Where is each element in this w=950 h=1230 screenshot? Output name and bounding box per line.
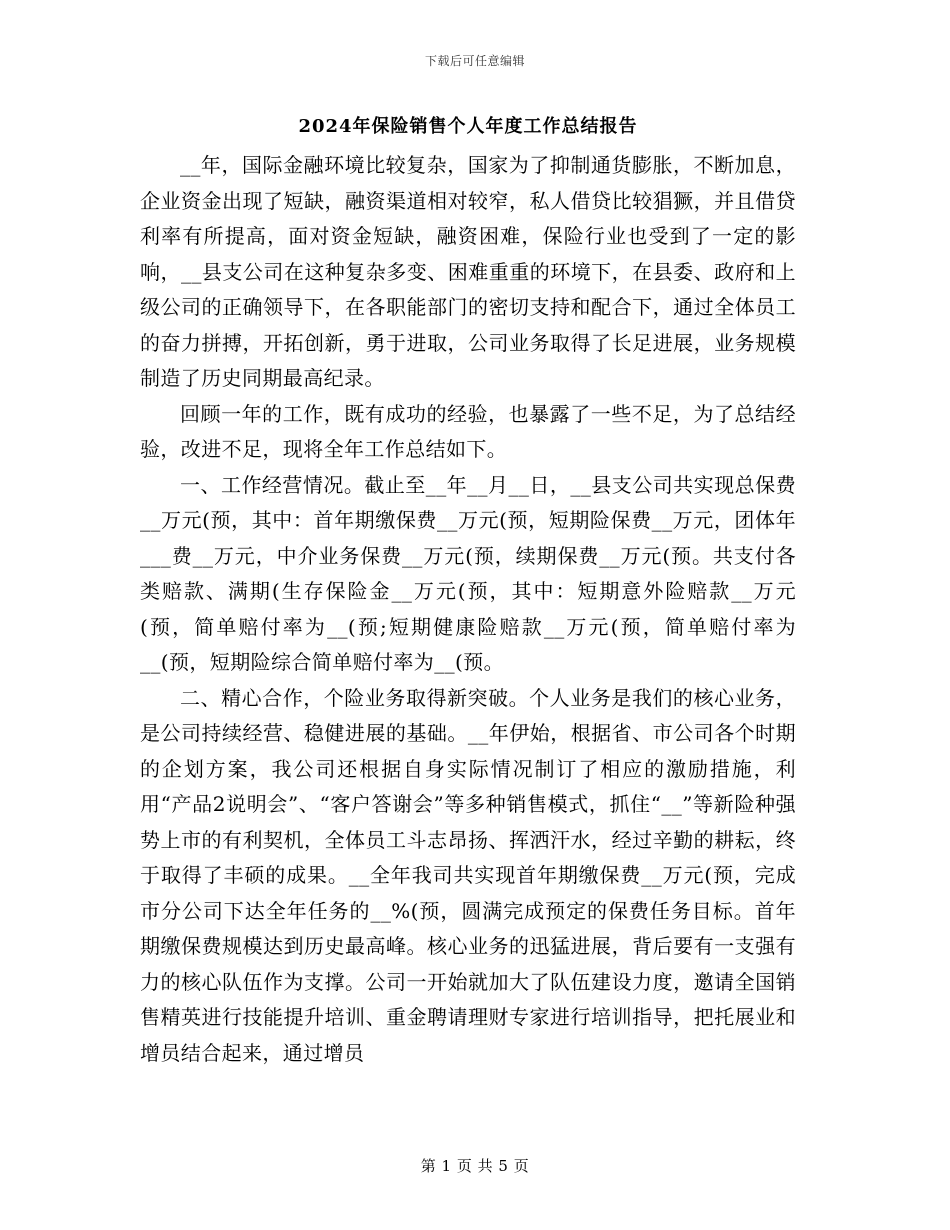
paragraph-review: 回顾一年的工作，既有成功的经验，也暴露了一些不足，为了总结经验，改进不足，现将全年工作总结如下。 (140, 401, 796, 461)
document-title: 2024年保险销售个人年度工作总结报告 (298, 116, 638, 137)
paragraph-operations: 一、工作经营情况。截止至__年__月__日，__县支公司共实现总保费__万元(预，其中：首年期缴保费__万元(预，短期险保费__万元，团体年___费__万元，中介业务保费__万元(预，续期保费__万元(预。共支付各类赔款、满期(生存保险金__万元(预，其中：短期意外险赔款__万元(预，简单赔付率为__(预;短期健康险赔款__万元(预，简单赔付率为__(预，短期险综合简单赔付率为__(预。 (140, 472, 796, 674)
document-body (140, 148, 796, 1071)
header-note: 下载后可任意编辑 (424, 54, 525, 68)
paragraph-intro: __年，国际金融环境比较复杂，国家为了抑制通货膨胀，不断加息，企业资金出现了短缺，融资渠道相对较窄，私人借贷比较猖獗，并且借贷利率有所提高，面对资金短缺，融资困难，保险行业也受到了一定的影响，__县支公司在这种复杂多变、困难重重的环境下，在县委、政府和上级公司的正确领导下，在各职能部门的密切支持和配合下，通过全体员工的奋力拼搏，开拓创新，勇于进取，公司业务取得了长足进展，业务规模制造了历史同期最高纪录。 (140, 153, 796, 390)
page-number: 第 1 页 共 5 页 (420, 1157, 530, 1175)
paragraph-individual-business: 二、精心合作，个险业务取得新突破。个人业务是我们的核心业务，是公司持续经营、稳健进展的基础。__年伊始，根据省、市公司各个时期的企划方案，我公司还根据自身实际情况制订了相应的激励措施，利用“产品2说明会”、“客户答谢会”等多种销售模式，抓住“__”等新险种强势上市的有利契机，全体员工斗志昂扬、挥洒汗水，经过辛勤的耕耘，终于取得了丰硕的成果。__全年我司共实现首年期缴保费__万元(预，完成市分公司下达全年任务的__%(预，圆满完成预定的保费任务目标。首年期缴保费规模达到历史最高峰。核心业务的迅猛进展，背后要有一支强有力的核心队伍作为支撑。公司一开始就加大了队伍建设力度，邀请全国销售精英进行技能提升培训、重金聘请理财专家进行培训指导，把托展业和增员结合起来，通过增员 (140, 685, 796, 1065)
